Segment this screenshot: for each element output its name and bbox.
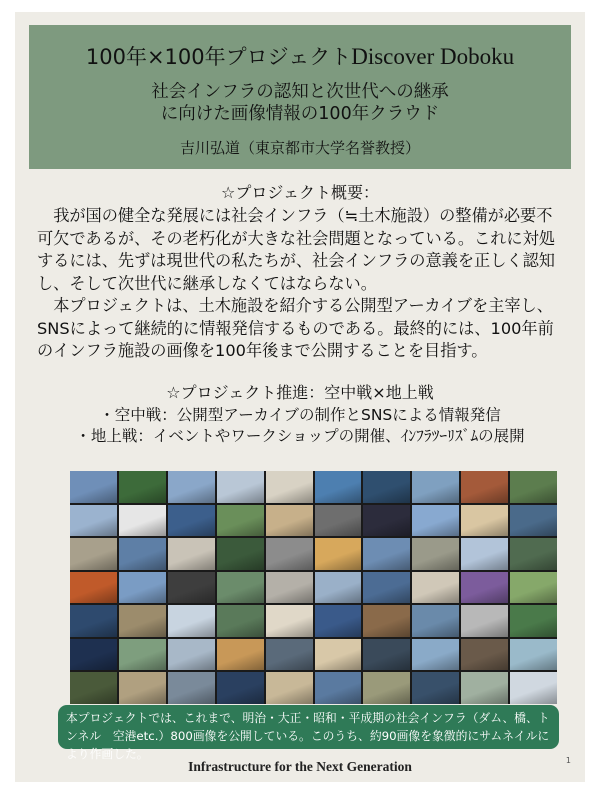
thumbnail-image xyxy=(168,572,215,604)
thumbnail-image xyxy=(461,639,508,671)
footer-text: Infrastructure for the Next Generation xyxy=(188,759,412,774)
thumbnail-image xyxy=(217,471,264,503)
thumbnail-image xyxy=(363,572,410,604)
thumbnail-image xyxy=(168,538,215,570)
thumbnail-image xyxy=(119,572,166,604)
thumbnail-image xyxy=(315,471,362,503)
author: 吉川弘道（東京都市大学名誉教授） xyxy=(179,139,420,157)
bullet-ground: ・地上戦：イベントやワークショップの開催、ｲﾝﾌﾗﾂｰﾘｽﾞﾑの展開 xyxy=(75,427,525,445)
subtitle-line-1: 社会インフラの認知と次世代への継承 xyxy=(151,82,449,102)
thumbnail-image xyxy=(412,639,459,671)
thumbnail-image xyxy=(119,639,166,671)
thumbnail-image xyxy=(266,538,313,570)
thumbnail-image xyxy=(217,672,264,704)
overview-paragraph-2: 本プロジェクトは、土木施設を紹介する公開型アーカイブを主宰し、SNSによって継続的に情報発信するものである。最終的には、100年前のインフラ施設の画像を100年後まで公開することを目指す。 xyxy=(37,296,554,360)
overview-heading: ☆プロジェクト概要： xyxy=(220,183,380,202)
thumbnail-image xyxy=(510,505,557,537)
thumbnail-image xyxy=(217,538,264,570)
subtitle-line-2: に向けた画像情報の100年クラウド xyxy=(160,104,440,124)
thumbnail-image xyxy=(217,505,264,537)
thumbnail-image xyxy=(168,505,215,537)
thumbnail-image xyxy=(510,538,557,570)
thumbnail-image xyxy=(315,505,362,537)
thumbnail-image xyxy=(266,605,313,637)
thumbnail-image xyxy=(70,572,117,604)
overview-paragraph-1: 我が国の健全な発展には社会インフラ（≒土木施設）の整備が必要不可欠であるが、その老朽化が大きな社会問題となっている。これに対処するには、先ずは現世代の私たちが、社会インフラの意義を正しく認知し、そして次世代に継承しなくてはならない。 xyxy=(37,206,555,293)
thumbnail-image xyxy=(119,672,166,704)
thumbnail-image xyxy=(119,538,166,570)
thumbnail-image xyxy=(266,639,313,671)
thumbnail-image xyxy=(461,572,508,604)
thumbnail-image xyxy=(363,639,410,671)
thumbnail-image xyxy=(412,605,459,637)
thumbnail-image xyxy=(70,605,117,637)
thumbnail-image xyxy=(70,471,117,503)
thumbnail-image xyxy=(510,605,557,637)
thumbnail-image xyxy=(266,471,313,503)
thumbnail-image xyxy=(119,605,166,637)
thumbnail-image xyxy=(363,672,410,704)
thumbnail-image xyxy=(315,605,362,637)
thumbnail-image xyxy=(461,471,508,503)
promotion-heading: ☆プロジェクト推進：空中戦×地上戦 xyxy=(166,383,434,402)
header-panel xyxy=(29,25,571,169)
thumbnail-image xyxy=(70,538,117,570)
thumbnail-image xyxy=(412,672,459,704)
thumbnail-image xyxy=(363,471,410,503)
thumbnail-image xyxy=(315,672,362,704)
bullet-aerial: ・空中戦：公開型アーカイブの制作とSNSによる情報発信 xyxy=(99,406,501,424)
thumbnail-image xyxy=(168,639,215,671)
thumbnail-image xyxy=(363,605,410,637)
page-number: 1 xyxy=(565,756,571,765)
thumbnail-image xyxy=(266,505,313,537)
thumbnail-image xyxy=(217,605,264,637)
subtitle xyxy=(29,81,571,125)
title-japanese: 100年×100年プロジェクト xyxy=(85,45,352,69)
thumbnail-image xyxy=(412,505,459,537)
thumbnail-image xyxy=(363,505,410,537)
page-title xyxy=(29,43,571,71)
thumbnail-image xyxy=(510,572,557,604)
thumbnail-image xyxy=(461,538,508,570)
thumbnail-image xyxy=(266,672,313,704)
thumbnail-image xyxy=(412,538,459,570)
thumbnail-image xyxy=(70,505,117,537)
thumbnail-image xyxy=(315,538,362,570)
thumbnail-image xyxy=(461,605,508,637)
poster-page xyxy=(15,12,585,782)
thumbnail-image xyxy=(412,471,459,503)
caption-box: 本プロジェクトでは、これまで、明治・大正・昭和・平成期の社会インフラ（ダム、橋、トンネル 空港etc.）800画像を公開している。このうち、約90画像を象徴的にサムネイルにより作画した。 xyxy=(58,705,559,749)
thumbnail-image xyxy=(217,639,264,671)
thumbnail-mosaic xyxy=(70,471,557,704)
promotion-bullets xyxy=(15,405,585,447)
thumbnail-image xyxy=(70,672,117,704)
thumbnail-image xyxy=(168,471,215,503)
thumbnail-image xyxy=(168,672,215,704)
thumbnail-image xyxy=(510,471,557,503)
thumbnail-image xyxy=(363,538,410,570)
thumbnail-image xyxy=(315,572,362,604)
thumbnail-image xyxy=(461,672,508,704)
thumbnail-image xyxy=(168,605,215,637)
thumbnail-image xyxy=(461,505,508,537)
thumbnail-image xyxy=(70,639,117,671)
thumbnail-image xyxy=(119,471,166,503)
thumbnail-image xyxy=(315,639,362,671)
thumbnail-image xyxy=(119,505,166,537)
thumbnail-image xyxy=(510,672,557,704)
thumbnail-image xyxy=(412,572,459,604)
title-english: Discover Doboku xyxy=(351,44,515,69)
thumbnail-image xyxy=(266,572,313,604)
thumbnail-image xyxy=(510,639,557,671)
thumbnail-image xyxy=(217,572,264,604)
